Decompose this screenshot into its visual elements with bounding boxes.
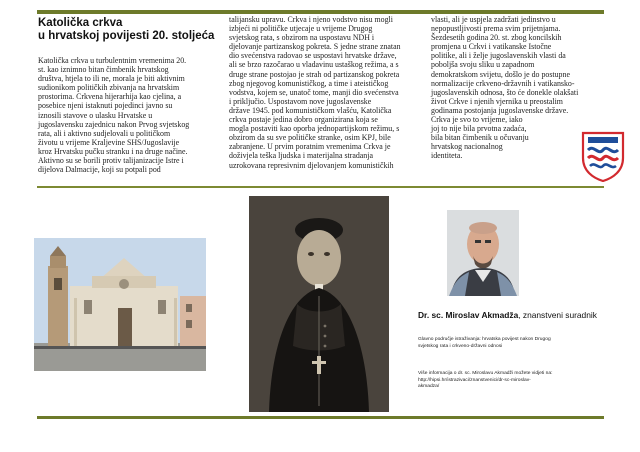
author-role: , znanstveni suradnik xyxy=(518,310,597,320)
bottom-rule xyxy=(37,416,604,419)
top-rule xyxy=(37,10,604,14)
author-photo xyxy=(447,210,519,296)
paragraph: talijansku upravu. Crkva i njeno vodstvo nisu mogli izbjeći ni političke utjecaje u vrijeme Drugog svjetskog rata, s obzirom na uspostavu NDH i djelovanje partizanskog pokreta. S jedne strane znatan dio svećenstva radovao se uspostavi hrvatske države, ali se brzo razočarao u vladavinu ustaškog režima, a s druge strane postojao je strah od partizanskog pokreta zbog njegovog komunističkog, a time i ateističkog vodstva, kojem se, unatoč tome, manji dio svećenstva i priključio. Uspostavom nove jugoslavenske države 1945. pod komunističkom vlašću, Katolička crkva postaje jedina dobro organizirana koja se mogla postaviti kao oporba jednopartijskom režimu, s obzirom da su sve političke stranke, osim KPJ, bile zabranjene. U prvim poratnim vremenima Crkva je doživjela teška ljudska i materijalna stradanja uzrokovana represivnim djelovanjem komunističkih xyxy=(229,15,401,170)
author-name-bold: Dr. sc. Miroslav Akmadža xyxy=(418,310,519,320)
text-column-3 xyxy=(431,15,601,161)
paragraph: vlasti, ali je uspjela zadržati jedinstvo u nepopustljivosti prema svim prijetnjama. Šezdesetih godina 20. st. zbog koncilskih promjena u Crkvi i vatikanske Istočne politike, ali i želje jugoslavenskih vlasti da poboljša svoju sliku u zapadnom demokratskom svijetu, došlo je do postupne normalizacije crkveno-državnih i vatikansko- jugoslavenskih odnosa, što će donekle olakšati život Crkve i njenih vjernika u preostalim godinama postojanja jugoslavenske države. Crkva je svo to vrijeme, iako joj to nije bila prvotna zadaća, bila bitan čimbenik u očuvanju hrvatskog nacionalnog identiteta. xyxy=(431,15,579,161)
text-column-1 xyxy=(38,56,218,174)
paragraph: Katolička crkva u turbulentnim vremenima 20. st. kao iznimno bitan čimbenik hrvatskog društva, htjela to ili ne, morala je biti aktivnim sudionikom političkih zbivanja na hrvatskim prostorima. Crkvena hijerarhija kao cjelina, a posebice njeni istaknuti pojedinci javno su iznosili stavove o ulasku Hrvatske u jugoslavensku zajednicu nakon Prvog svjetskog rata, ali i aktivno sudjelovali u političkom životu u vrijeme Kraljevine SHS/Jugoslavije kroz Hrvatsku pučku stranku i na druge načine. Aktivno su se borili protiv talijanizacije Istre i dijelova Dalmacije, koji su potpali pod xyxy=(38,56,190,175)
author-name xyxy=(418,310,608,321)
author-more-info-link[interactable]: Više informacija o dr. sc. Miroslavu Akmadži možete vidjeti na: http://hipsi.hr/istrazivaci/znanstvenici/dr-sc-miroslav- akmadza/ xyxy=(418,371,553,390)
article-title: Katolička crkva u hrvatskoj povijesti 20. stoljeća xyxy=(38,17,215,42)
author-research-area: Glavno područje istraživanja: hrvatska povijest nakon Drugog svjetskog rata i crkveno-državni odnosi xyxy=(418,337,551,349)
middle-rule xyxy=(37,186,604,188)
text-column-2 xyxy=(229,15,419,170)
institute-logo-icon xyxy=(580,130,626,182)
cardinal-portrait-photo xyxy=(249,196,389,412)
church-photo xyxy=(34,238,206,371)
